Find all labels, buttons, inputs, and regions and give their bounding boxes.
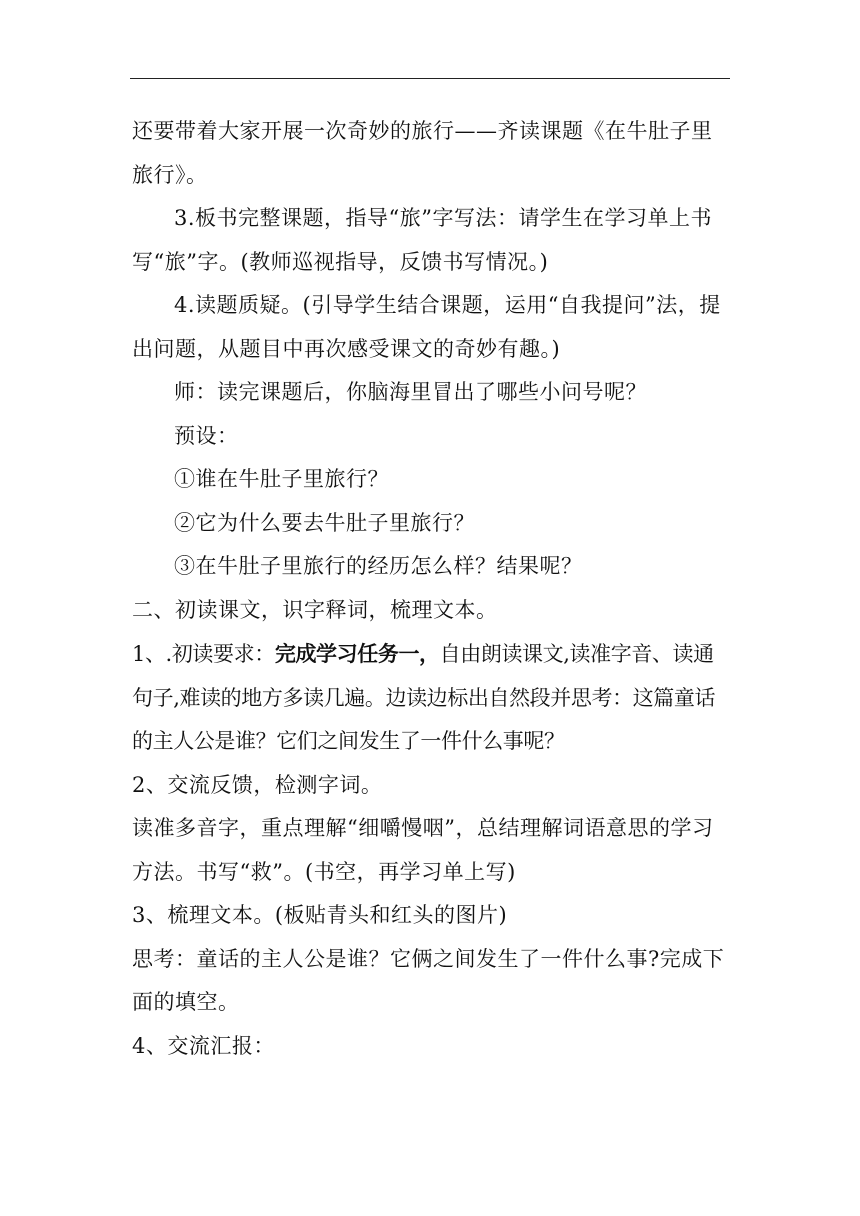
paragraph-reading-requirement (132, 632, 732, 764)
paragraph-step-4: 4.读题质疑。(引导学生结合课题，运用“自我提问”法，提出问题，从题目中再次感受课文的奇妙有趣。) (132, 293, 721, 361)
paragraph-teacher-question: 师：读完课题后，你脑海里冒出了哪些小问号呢？ (174, 380, 647, 404)
requirement-task-bold: 完成学习任务一， (274, 641, 440, 666)
preset-item-3: ③在牛肚子里旅行的经历怎么样？结果呢？ (174, 554, 583, 578)
header-rule (130, 78, 730, 79)
paragraph-report: 4、交流汇报： (132, 1033, 275, 1058)
paragraph-sort-text: 3、梳理文本。(板贴青头和红头的图片) (132, 903, 508, 927)
paragraph-polyphones: 读准多音字，重点理解“细嚼慢咽”，总结理解词语意思的学习方法。书写“救”。(书空，再学习单上写) (132, 816, 714, 884)
lesson-plan-body (132, 110, 732, 1068)
preset-item-1: ①谁在牛肚子里旅行？ (174, 467, 389, 491)
paragraph-think: 思考：童话的主人公是谁？它俩之间发生了一件什么事?完成下面的填空。 (132, 946, 725, 1014)
preset-item-2: ②它为什么要去牛肚子里旅行？ (174, 510, 475, 535)
paragraph-preset-label: 预设： (174, 423, 239, 448)
paragraph-intro: 还要带着大家开展一次奇妙的旅行——齐读课题《在牛肚子里旅行》。 (132, 119, 713, 187)
section-heading-2: 二、初读课文，识字释词，梳理文本。 (132, 597, 498, 622)
requirement-prefix: 1、.初读要求： (132, 642, 275, 666)
paragraph-step-3: 3.板书完整课题，指导“旅”字写法：请学生在学习单上书写“旅”字。(教师巡视指导，反馈书写情况。) (132, 206, 713, 274)
requirement-text: 自由朗读课文,读准字音、读通句子,难读的地方多读几遍。边读边标出自然段并思考：这篇童话的主人公是谁？它们之间发生了一件什么事呢？ (132, 642, 716, 753)
paragraph-feedback: 2、交流反馈，检测字词。 (132, 772, 383, 797)
